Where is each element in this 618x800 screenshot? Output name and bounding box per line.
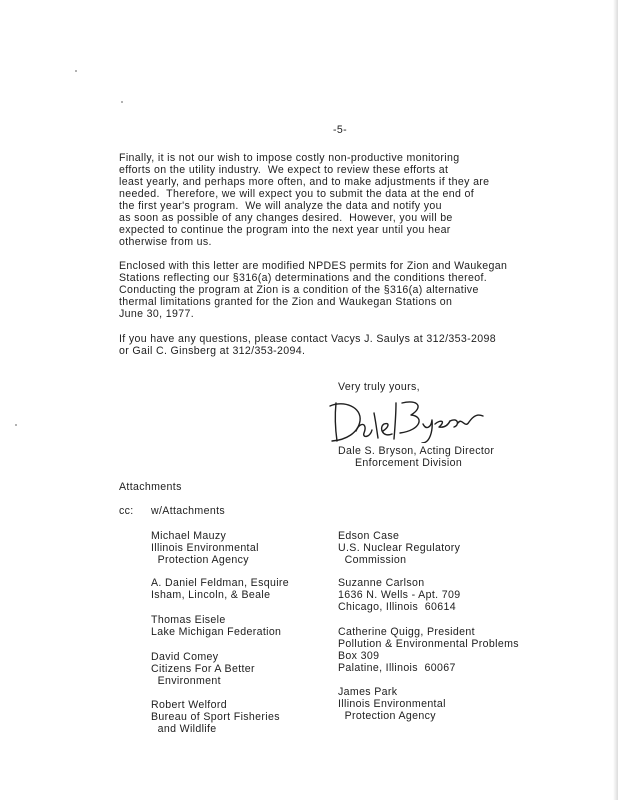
- cc-note: w/Attachments: [151, 505, 226, 517]
- scan-speck: [75, 70, 77, 72]
- body-paragraph: Enclosed with this letter are modified NPDES permits for Zion and Waukegan Stations reflecting our §316(a) determinations and the conditions thereof. Conducting the program at Zion is a condition of the §316(a) alternative thermal limitations granted for the Zion and Waukegan Stations on June 30, 1977.: [119, 260, 508, 320]
- attachments-label: Attachments: [119, 481, 182, 493]
- cc-recipient: A. Daniel Feldman, Esquire Isham, Lincoln, & Beale: [151, 577, 290, 601]
- cc-recipient: James Park Illinois Environmental Protection Agency: [338, 686, 446, 722]
- cc-recipient: Michael Mauzy Illinois Environmental Protection Agency: [151, 530, 259, 566]
- signer-name-title: Dale S. Bryson, Acting Director: [338, 445, 495, 457]
- cc-label: cc:: [119, 505, 134, 517]
- page-edge-shadow: [613, 0, 618, 800]
- cc-recipient: Suzanne Carlson 1636 N. Wells - Apt. 709 Chicago, Illinois 60614: [338, 577, 461, 613]
- body-paragraph: Finally, it is not our wish to impose costly non-productive monitoring efforts on the utility industry. We expect to review these efforts at least yearly, and perhaps more often, and to make adjustments if they are needed. Therefore, we will expect you to submit the data at the end of the first year's program. We will analyze the data and notify you as soon as possible of any changes desired. However, you will be expected to continue the program into the next year until you hear otherwise from us.: [119, 152, 490, 248]
- body-paragraph: If you have any questions, please contact Vacys J. Saulys at 312/353-2098 or Gail C. Ginsberg at 312/353-2094.: [119, 333, 496, 357]
- cc-recipient: David Comey Citizens For A Better Environment: [151, 651, 255, 687]
- cc-recipient: Edson Case U.S. Nuclear Regulatory Commission: [338, 530, 461, 566]
- signer-division: Enforcement Division: [355, 457, 463, 469]
- scan-speck: [121, 101, 123, 103]
- closing: Very truly yours,: [338, 381, 420, 393]
- cc-recipient: Thomas Eisele Lake Michigan Federation: [151, 614, 282, 638]
- scan-speck: [15, 424, 17, 426]
- cc-recipient: Catherine Quigg, President Pollution & Environmental Problems Box 309 Palatine, Illinois 60067: [338, 626, 519, 674]
- signature-graphic: [326, 397, 486, 443]
- cc-recipient: Robert Welford Bureau of Sport Fisheries and Wildlife: [151, 699, 280, 735]
- page-number: -5-: [333, 124, 347, 136]
